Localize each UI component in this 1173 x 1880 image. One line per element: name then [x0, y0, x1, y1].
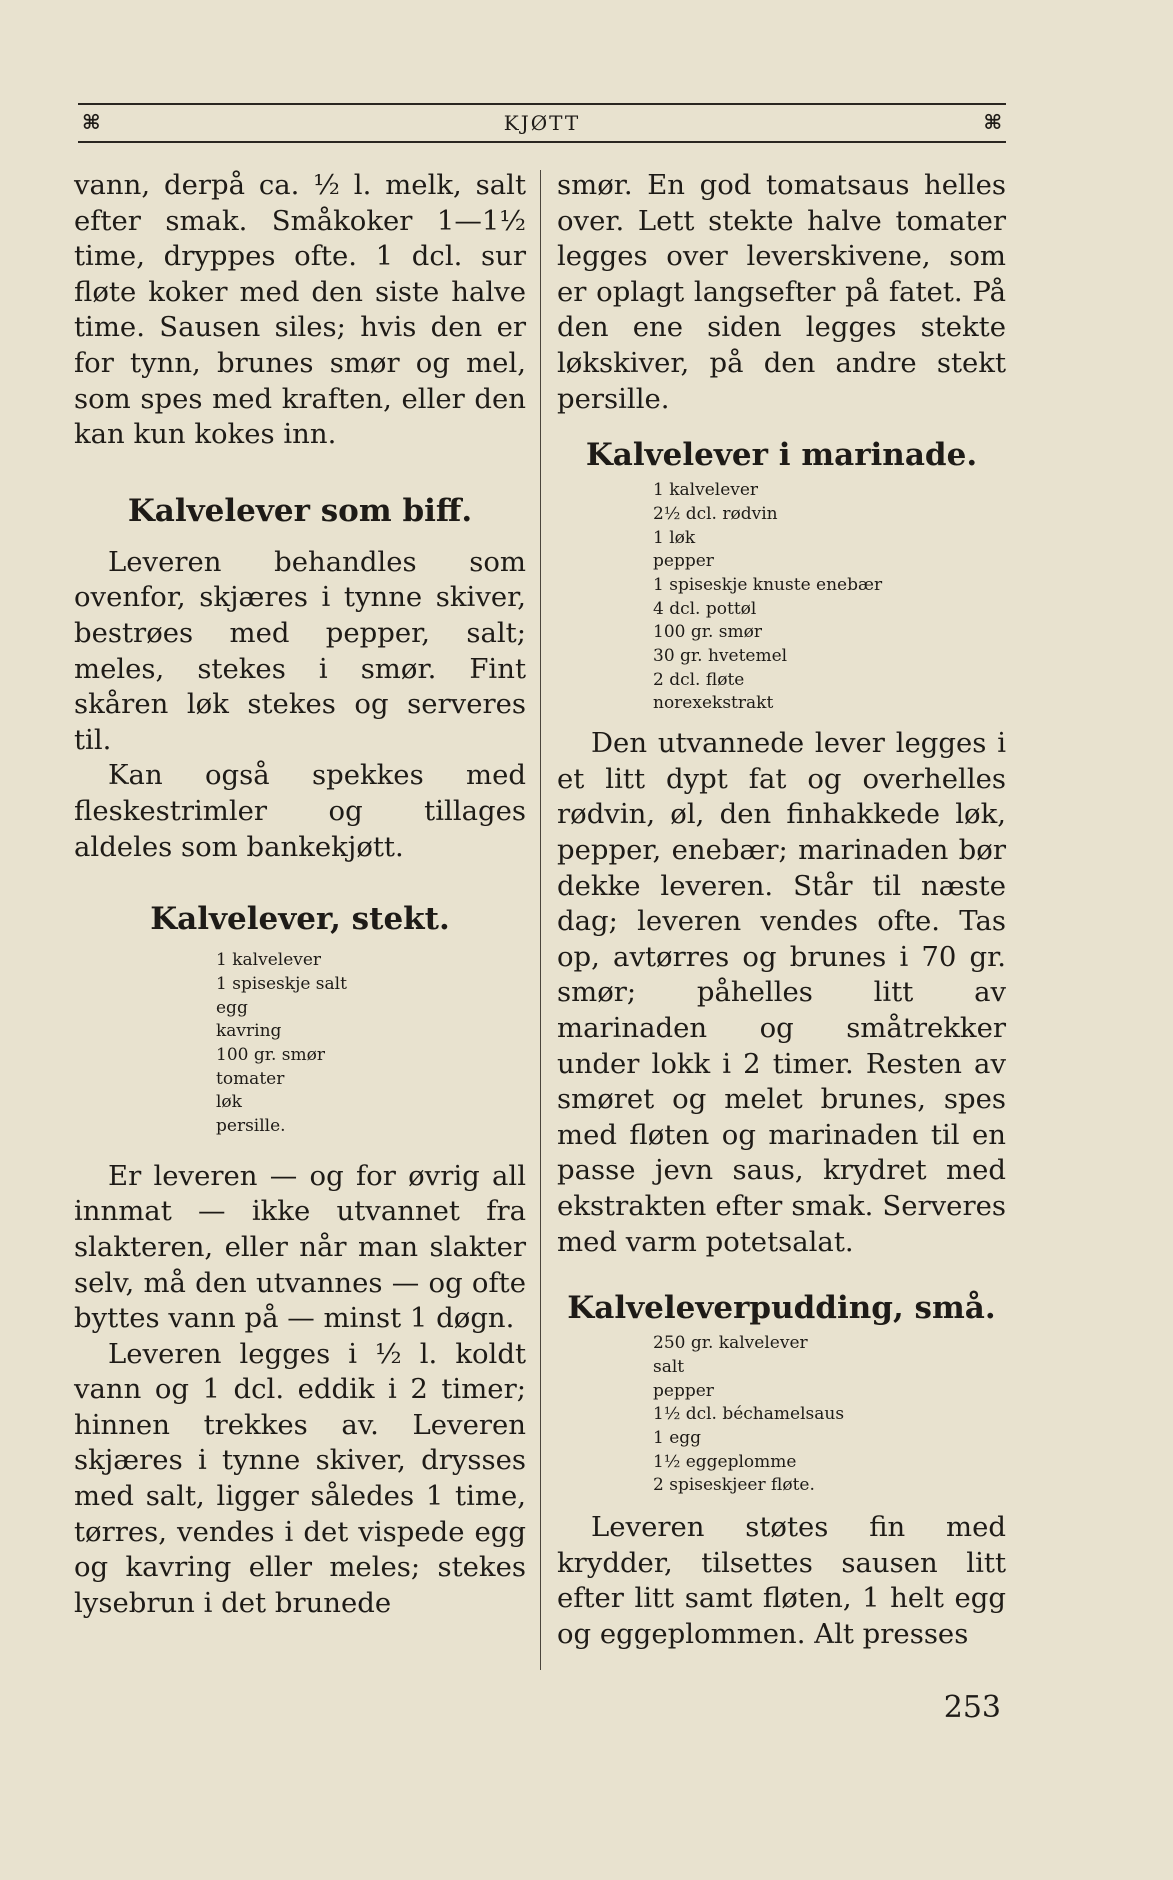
left-paragraph-2: Leveren behandles som ovenfor, skjæres i tynne skiver, bestrøes med pepper, salt; meles, stekes i smør. Fint skåren løk stekes og serveres til.	[74, 545, 526, 756]
right-paragraph-2: Den utvannede lever legges i et litt dypt fat og overhelles rødvin, øl, den finhakkede løk, pepper, enebær; marinaden bør dekke leveren. Står til næste dag; leveren vendes ofte. Tas op, avtørres og brunes i 70 gr. smør; påhelles litt av marinaden og småtrekker under lokk i 2 timer. Resten av smøret og melet brunes, spes med fløten og marinaden til en passe jevn saus, krydret med ekstrakten efter smak. Serveres med varm potetsalat.	[557, 727, 1006, 1258]
ingredient-item: salt	[653, 1356, 685, 1377]
ingredient-list-pudding	[653, 1332, 1006, 1498]
column-divider	[540, 170, 541, 1670]
recipe-heading-kalvelever-i-marinade: Kalvelever i marinade.	[585, 437, 978, 474]
left-paragraph-5: Leveren legges i ½ l. koldt vann og 1 dcl. eddik i 2 timer; hinnen trekkes av. Leveren skjæres i tynne skiver, drysses med salt, ligger således 1 time, tørres, vendes i det vispede egg og kavring eller meles; stekes lysebrun i det brunede	[74, 1337, 526, 1619]
ingredient-item: tomater	[216, 1068, 285, 1089]
page-number: 253	[943, 1690, 1001, 1725]
left-paragraph-4: Er leveren — og for øvrig all innmat — ikke utvannet fra slakteren, eller når man slakter selv, må den utvannes — og ofte byttes vann på — minst 1 døgn.	[74, 1159, 526, 1335]
recipe-heading-kalvelever-stekt: Kalvelever, stekt.	[150, 901, 450, 938]
ingredient-item: 2 spiseskjeer fløte.	[653, 1475, 815, 1496]
running-header	[78, 103, 1006, 143]
ingredient-item: 2½ dcl. rødvin	[653, 503, 778, 524]
ingredient-item: 1 kalvelever	[216, 950, 322, 971]
ingredient-item: persille.	[216, 1116, 286, 1137]
ingredient-item: 100 gr. smør	[653, 622, 763, 643]
ingredient-item: pepper	[653, 551, 714, 572]
right-paragraph-1: smør. En god tomatsaus helles over. Lett stekte halve tomater legges over leverskivene, som er oplagt langsefter på fatet. På den ene siden legges stekte løkskiver, på den andre stekt persille.	[557, 169, 1006, 415]
left-paragraph-3: Kan også spekkes med fleskestrimler og tillages aldeles som bankekjøtt.	[74, 759, 526, 863]
ingredient-item: egg	[216, 997, 248, 1018]
ingredient-item: 100 gr. smør	[216, 1044, 326, 1065]
ingredient-item: 1½ eggeplomme	[653, 1451, 797, 1472]
ingredient-item: 1½ dcl. béchamelsaus	[653, 1404, 845, 1425]
recipe-heading-kalvelever-som-biff: Kalvelever som biff.	[127, 492, 473, 529]
ingredient-item: 1 egg	[653, 1427, 702, 1448]
right-column	[557, 168, 1006, 1652]
ingredient-item: 1 kalvelever	[653, 480, 759, 501]
ingredient-list-marinade	[653, 479, 1006, 716]
ingredient-item: 30 gr. hvetemel	[653, 646, 788, 667]
ingredient-item: 2 dcl. fløte	[653, 669, 745, 690]
ingredient-item: norexekstrakt	[653, 693, 774, 714]
recipe-heading-kalveleverpudding: Kalveleverpudding, små.	[567, 1290, 996, 1327]
right-paragraph-3: Leveren støtes fin med krydder, tilsettes sausen litt efter litt samt fløten, 1 helt egg og eggeplommen. Alt presses	[557, 1511, 1006, 1650]
ingredient-item: kavring	[216, 1021, 282, 1042]
left-paragraph-1: vann, derpå ca. ½ l. melk, salt efter smak. Småkoker 1—1½ time, dryppes ofte. 1 dcl. sur fløte koker med den siste halve time. Sausen siles; hvis den er for tynn, brunes smør og mel, som spes med kraften, eller den kan kun kokes inn.	[74, 169, 526, 451]
ingredient-item: pepper	[653, 1380, 714, 1401]
ingredient-item: 1 spiseskje salt	[216, 973, 347, 994]
ingredient-item: 250 gr. kalvelever	[653, 1333, 808, 1354]
ingredient-list-stekt	[216, 949, 526, 1139]
section-title: KJØTT	[503, 111, 581, 135]
ornament-right-icon: ⌘	[983, 110, 1002, 134]
ingredient-item: løk	[216, 1092, 242, 1113]
ingredient-item: 1 spiseskje knuste enebær	[653, 574, 883, 595]
left-column	[74, 168, 526, 1621]
ornament-left-icon: ⌘	[82, 110, 101, 134]
ingredient-item: 4 dcl. pottøl	[653, 598, 757, 619]
ingredient-item: 1 løk	[653, 527, 696, 548]
